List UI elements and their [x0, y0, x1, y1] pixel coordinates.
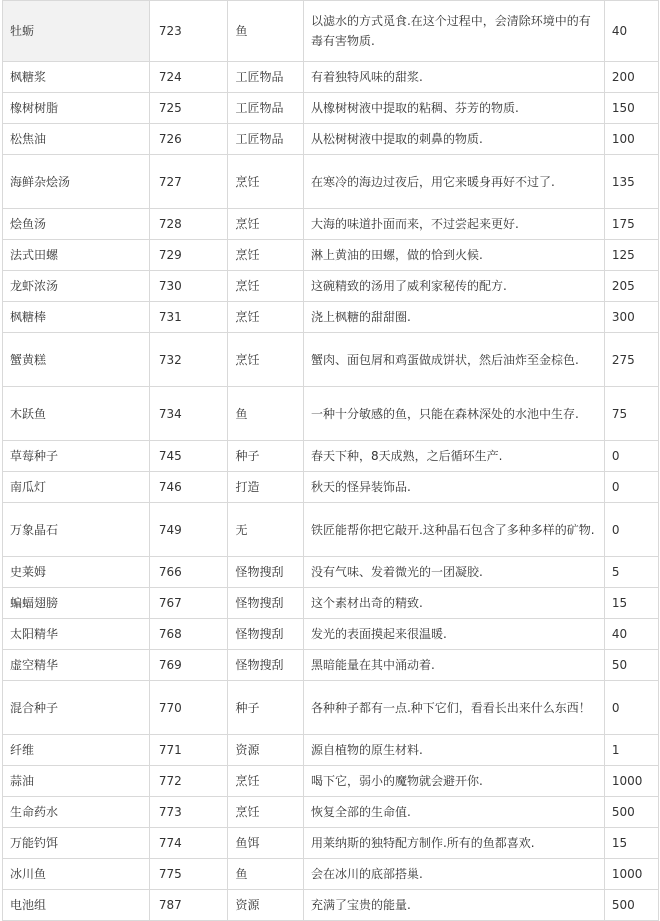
item-name-cell: 草莓种子	[3, 441, 150, 472]
item-price-cell: 150	[604, 93, 658, 124]
item-id-cell: 774	[149, 828, 228, 859]
item-description-cell: 喝下它，弱小的魔物就会避开你.	[303, 766, 604, 797]
table-row	[3, 333, 659, 387]
table-row	[3, 472, 659, 503]
item-type-cell: 烹饪	[228, 155, 303, 209]
item-price-cell: 1000	[604, 766, 658, 797]
item-price-cell: 0	[604, 503, 658, 557]
item-description-cell: 以滤水的方式觅食.在这个过程中，会清除环境中的有毒有害物质.	[303, 1, 604, 62]
item-name-cell: 法式田螺	[3, 240, 150, 271]
item-id-cell: 745	[149, 441, 228, 472]
item-id-cell: 773	[149, 797, 228, 828]
item-name-cell: 太阳精华	[3, 619, 150, 650]
item-id-cell: 769	[149, 650, 228, 681]
item-description-cell: 有着独特风味的甜浆.	[303, 62, 604, 93]
item-name-cell: 万能钓饵	[3, 828, 150, 859]
table-row	[3, 557, 659, 588]
item-description-cell: 在寒冷的海边过夜后，用它来暖身再好不过了.	[303, 155, 604, 209]
item-name-cell: 生命药水	[3, 797, 150, 828]
item-description-cell: 用莱纳斯的独特配方制作.所有的鱼都喜欢.	[303, 828, 604, 859]
table-row	[3, 766, 659, 797]
item-description-cell: 发光的表面摸起来很温暖.	[303, 619, 604, 650]
item-id-cell: 766	[149, 557, 228, 588]
table-row	[3, 650, 659, 681]
item-description-cell: 充满了宝贵的能量.	[303, 890, 604, 921]
item-price-cell: 1	[604, 735, 658, 766]
table-row	[3, 619, 659, 650]
table-row	[3, 62, 659, 93]
table-row	[3, 828, 659, 859]
item-price-cell: 205	[604, 271, 658, 302]
item-type-cell: 烹饪	[228, 766, 303, 797]
item-id-cell: 767	[149, 588, 228, 619]
item-price-cell: 500	[604, 797, 658, 828]
item-price-cell: 5	[604, 557, 658, 588]
item-type-cell: 工匠物品	[228, 124, 303, 155]
item-description-cell: 这碗精致的汤用了威利家秘传的配方.	[303, 271, 604, 302]
item-price-cell: 175	[604, 209, 658, 240]
item-id-cell: 723	[149, 1, 228, 62]
item-type-cell: 鱼	[228, 859, 303, 890]
item-price-cell: 135	[604, 155, 658, 209]
item-price-cell: 500	[604, 890, 658, 921]
item-name-cell: 冰川鱼	[3, 859, 150, 890]
item-name-cell: 虚空精华	[3, 650, 150, 681]
item-type-cell: 烹饪	[228, 797, 303, 828]
item-id-cell: 734	[149, 387, 228, 441]
item-name-cell: 电池组	[3, 890, 150, 921]
item-type-cell: 怪物搜刮	[228, 619, 303, 650]
item-id-cell: 771	[149, 735, 228, 766]
item-type-cell: 怪物搜刮	[228, 650, 303, 681]
item-type-cell: 烹饪	[228, 302, 303, 333]
item-type-cell: 烹饪	[228, 240, 303, 271]
item-type-cell: 资源	[228, 735, 303, 766]
item-id-cell: 787	[149, 890, 228, 921]
item-id-cell: 731	[149, 302, 228, 333]
item-type-cell: 打造	[228, 472, 303, 503]
item-price-cell: 75	[604, 387, 658, 441]
item-name-cell: 烩鱼汤	[3, 209, 150, 240]
table-row	[3, 124, 659, 155]
item-id-cell: 775	[149, 859, 228, 890]
item-type-cell: 资源	[228, 890, 303, 921]
table-row	[3, 240, 659, 271]
table-row	[3, 1, 659, 62]
item-id-cell: 730	[149, 271, 228, 302]
table-row	[3, 797, 659, 828]
item-type-cell: 种子	[228, 441, 303, 472]
item-name-cell: 蝙蝠翅膀	[3, 588, 150, 619]
item-description-cell: 一种十分敏感的鱼，只能在森林深处的水池中生存.	[303, 387, 604, 441]
item-name-cell: 橡树树脂	[3, 93, 150, 124]
item-name-cell: 木跃鱼	[3, 387, 150, 441]
item-id-cell: 770	[149, 681, 228, 735]
item-type-cell: 鱼饵	[228, 828, 303, 859]
item-name-cell: 蟹黄糕	[3, 333, 150, 387]
item-type-cell: 烹饪	[228, 209, 303, 240]
table-row	[3, 271, 659, 302]
item-description-cell: 这个素材出奇的精致.	[303, 588, 604, 619]
item-description-cell: 从橡树树液中提取的粘稠、芬芳的物质.	[303, 93, 604, 124]
item-type-cell: 鱼	[228, 387, 303, 441]
table-row	[3, 735, 659, 766]
table-row	[3, 859, 659, 890]
item-description-cell: 源自植物的原生材料.	[303, 735, 604, 766]
item-type-cell: 怪物搜刮	[228, 557, 303, 588]
item-price-cell: 0	[604, 472, 658, 503]
item-name-cell: 龙虾浓汤	[3, 271, 150, 302]
item-type-cell: 怪物搜刮	[228, 588, 303, 619]
item-name-cell: 枫糖浆	[3, 62, 150, 93]
item-table-body	[3, 1, 659, 921]
table-row	[3, 588, 659, 619]
item-name-cell: 混合种子	[3, 681, 150, 735]
item-price-cell: 125	[604, 240, 658, 271]
item-price-cell: 100	[604, 124, 658, 155]
item-type-cell: 工匠物品	[228, 93, 303, 124]
item-price-cell: 300	[604, 302, 658, 333]
item-description-cell: 浇上枫糖的甜甜圈.	[303, 302, 604, 333]
item-id-cell: 768	[149, 619, 228, 650]
item-price-cell: 1000	[604, 859, 658, 890]
item-description-cell: 春天下种，8天成熟，之后循环生产.	[303, 441, 604, 472]
item-type-cell: 烹饪	[228, 271, 303, 302]
item-id-cell: 728	[149, 209, 228, 240]
table-row	[3, 441, 659, 472]
item-description-cell: 会在冰川的底部搭巢.	[303, 859, 604, 890]
item-price-cell: 275	[604, 333, 658, 387]
item-id-cell: 746	[149, 472, 228, 503]
item-id-cell: 772	[149, 766, 228, 797]
item-type-cell: 鱼	[228, 1, 303, 62]
item-id-cell: 724	[149, 62, 228, 93]
item-name-cell: 海鲜杂烩汤	[3, 155, 150, 209]
item-description-cell: 秋天的怪异装饰品.	[303, 472, 604, 503]
item-price-cell: 200	[604, 62, 658, 93]
item-name-cell: 松焦油	[3, 124, 150, 155]
table-row	[3, 93, 659, 124]
item-description-cell: 从松树树液中提取的刺鼻的物质.	[303, 124, 604, 155]
item-price-cell: 40	[604, 619, 658, 650]
item-type-cell: 烹饪	[228, 333, 303, 387]
item-id-cell: 729	[149, 240, 228, 271]
item-type-cell: 种子	[228, 681, 303, 735]
item-description-cell: 黑暗能量在其中涌动着.	[303, 650, 604, 681]
item-name-cell: 纤维	[3, 735, 150, 766]
item-id-cell: 727	[149, 155, 228, 209]
item-name-cell: 万象晶石	[3, 503, 150, 557]
item-price-cell: 0	[604, 441, 658, 472]
item-description-cell: 铁匠能帮你把它敲开.这种晶石包含了多种多样的矿物.	[303, 503, 604, 557]
table-row	[3, 681, 659, 735]
item-description-cell: 恢复全部的生命值.	[303, 797, 604, 828]
item-name-cell: 南瓜灯	[3, 472, 150, 503]
item-table	[2, 0, 659, 921]
item-description-cell: 各种种子都有一点.种下它们，看看长出来什么东西！	[303, 681, 604, 735]
item-type-cell: 无	[228, 503, 303, 557]
table-row	[3, 503, 659, 557]
item-description-cell: 淋上黄油的田螺，做的恰到火候.	[303, 240, 604, 271]
item-id-cell: 726	[149, 124, 228, 155]
item-price-cell: 15	[604, 828, 658, 859]
item-id-cell: 749	[149, 503, 228, 557]
item-description-cell: 蟹肉、面包屑和鸡蛋做成饼状，然后油炸至金棕色.	[303, 333, 604, 387]
item-id-cell: 732	[149, 333, 228, 387]
item-price-cell: 15	[604, 588, 658, 619]
item-type-cell: 工匠物品	[228, 62, 303, 93]
item-price-cell: 50	[604, 650, 658, 681]
item-description-cell: 没有气味、发着微光的一团凝胶.	[303, 557, 604, 588]
item-name-cell: 蒜油	[3, 766, 150, 797]
table-row	[3, 155, 659, 209]
item-price-cell: 0	[604, 681, 658, 735]
item-id-cell: 725	[149, 93, 228, 124]
item-name-cell: 枫糖棒	[3, 302, 150, 333]
item-description-cell: 大海的味道扑面而来，不过尝起来更好.	[303, 209, 604, 240]
item-name-cell: 史莱姆	[3, 557, 150, 588]
table-row	[3, 209, 659, 240]
item-price-cell: 40	[604, 1, 658, 62]
item-name-cell: 牡蛎	[3, 1, 150, 62]
table-row	[3, 387, 659, 441]
table-row	[3, 302, 659, 333]
